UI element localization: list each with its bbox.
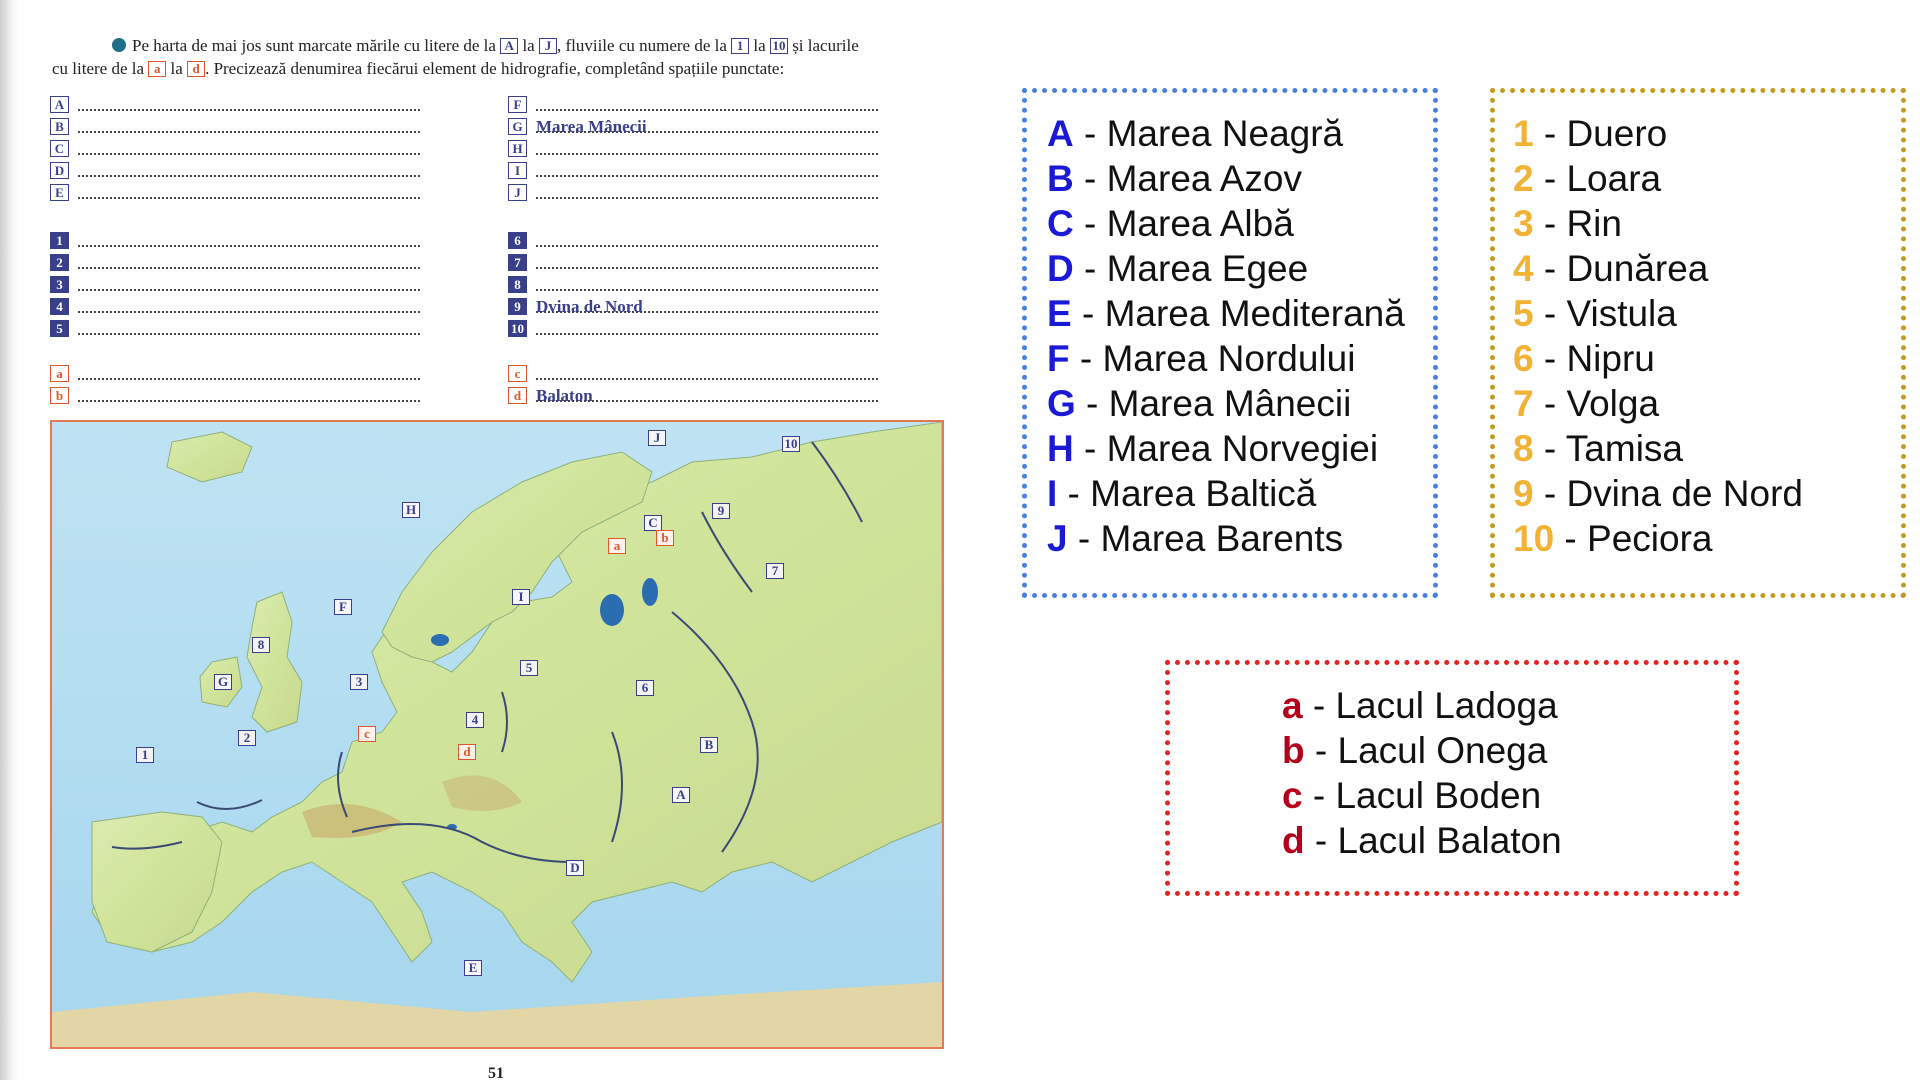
dotted-answer-line[interactable] — [536, 267, 878, 269]
answer-row — [50, 296, 420, 318]
legend-entry-seas — [1047, 201, 1433, 246]
legend-name: - Lacul Onega — [1304, 730, 1548, 771]
lakes-answers-left — [50, 363, 420, 407]
dotted-answer-line[interactable] — [536, 333, 878, 335]
legend-entry-seas — [1047, 426, 1433, 471]
map-label-rivers: 10 — [782, 436, 800, 452]
filled-answer: Dvina de Nord — [536, 297, 643, 316]
legend-key: b — [1282, 730, 1305, 771]
map-label-rivers: 1 — [136, 747, 154, 763]
answer-row — [508, 296, 878, 318]
lakes-answers-right — [508, 363, 878, 407]
map-label-rivers: 7 — [766, 563, 784, 579]
answer-row — [508, 252, 878, 274]
answer-row — [508, 160, 878, 182]
legend-name: - Marea Albă — [1073, 203, 1294, 244]
rivers-answers-right — [508, 230, 878, 340]
legend-name: - Marea Mediterană — [1071, 293, 1405, 334]
europe-map — [50, 420, 944, 1049]
answer-key-label: C — [50, 140, 69, 157]
seas-answers-right — [508, 94, 878, 204]
dotted-answer-line[interactable] — [78, 267, 420, 269]
map-label-seas: B — [700, 737, 718, 753]
dotted-answer-line[interactable] — [536, 153, 878, 155]
answer-row — [50, 363, 420, 385]
legend-key: I — [1047, 473, 1058, 514]
legend-key: 9 — [1513, 473, 1534, 514]
answer-key-label: 9 — [508, 298, 527, 315]
map-label-seas: F — [334, 599, 352, 615]
answer-key-label: 5 — [50, 320, 69, 337]
worksheet — [40, 0, 960, 1080]
legend-name: - Marea Baltică — [1057, 473, 1317, 514]
answer-key-label: b — [50, 387, 69, 404]
legend-name: - Marea Barents — [1067, 518, 1344, 559]
legend-key: 7 — [1513, 383, 1534, 424]
answer-row — [508, 94, 878, 116]
legend-name: - Dunărea — [1533, 248, 1709, 289]
instruction-text: Pe harta de mai jos sunt marcate mările cu litere de la A la J , fluviile cu numere de la 1 la 10 și lacurile cu litere de la a la d . Precizează denumirea fiecărui element de hidrografie, completând spațiile punctate: — [52, 36, 859, 78]
legend-key: 1 — [1513, 113, 1534, 154]
map-label-rivers: 2 — [238, 730, 256, 746]
dotted-answer-line[interactable] — [78, 153, 420, 155]
answer-key-label: d — [508, 387, 527, 404]
legend-entry-rivers — [1513, 201, 1901, 246]
legend-key: E — [1047, 293, 1072, 334]
answer-key-label: 4 — [50, 298, 69, 315]
answer-row — [50, 160, 420, 182]
answer-row — [50, 274, 420, 296]
legend-name: - Tamisa — [1533, 428, 1683, 469]
legend-entry-seas — [1047, 291, 1433, 336]
answer-row — [50, 138, 420, 160]
legend-name: - Rin — [1533, 203, 1622, 244]
legend-entry-seas — [1047, 336, 1433, 381]
dotted-answer-line[interactable] — [78, 131, 420, 133]
legend-entry-seas — [1047, 381, 1433, 426]
answer-row — [50, 230, 420, 252]
answer-row — [508, 385, 878, 407]
dotted-answer-line[interactable] — [78, 378, 420, 380]
map-label-rivers: 3 — [350, 674, 368, 690]
map-label-rivers: 6 — [636, 680, 654, 696]
dotted-answer-line[interactable] — [536, 197, 878, 199]
legend-entry-lakes — [1282, 728, 1734, 773]
legend-name: - Nipru — [1533, 338, 1655, 379]
lake-ladoga-shape — [600, 594, 624, 626]
answer-row — [50, 385, 420, 407]
page-number: 51 — [488, 1065, 504, 1082]
dotted-answer-line[interactable] — [536, 289, 878, 291]
legend-name: - Dvina de Nord — [1533, 473, 1803, 514]
legend-entry-lakes — [1282, 818, 1734, 863]
legend-entry-rivers — [1513, 471, 1901, 516]
answer-row — [508, 274, 878, 296]
legend-entry-rivers — [1513, 426, 1901, 471]
answer-key-label: E — [50, 184, 69, 201]
legend-key: J — [1047, 518, 1068, 559]
map-label-rivers: 5 — [520, 660, 538, 676]
legend-key: B — [1047, 158, 1074, 199]
legend-key: D — [1047, 248, 1074, 289]
answer-key-label: B — [50, 118, 69, 135]
answer-key-label: G — [508, 118, 527, 135]
map-label-seas: A — [672, 787, 690, 803]
lake-onega-shape — [642, 578, 658, 606]
legend-key: 10 — [1513, 518, 1555, 559]
answer-row — [50, 318, 420, 340]
map-label-lakes: a — [608, 538, 626, 554]
legend-name: - Marea Azov — [1073, 158, 1302, 199]
legend-name: - Lacul Ladoga — [1302, 685, 1558, 726]
answer-row — [50, 94, 420, 116]
legend-entry-rivers — [1513, 336, 1901, 381]
dotted-answer-line[interactable] — [78, 333, 420, 335]
answer-row — [50, 252, 420, 274]
legend-key: A — [1047, 113, 1074, 154]
answer-key-label: 2 — [50, 254, 69, 271]
legend-entry-seas — [1047, 516, 1433, 561]
legend-key: c — [1282, 775, 1303, 816]
bullet-icon — [112, 38, 126, 52]
dotted-answer-line[interactable] — [78, 197, 420, 199]
answer-row — [508, 318, 878, 340]
legend-name: - Volga — [1533, 383, 1660, 424]
legend-entry-seas — [1047, 246, 1433, 291]
legend-key: C — [1047, 203, 1074, 244]
legend-key: 6 — [1513, 338, 1534, 379]
legend-entry-rivers — [1513, 111, 1901, 156]
legend-name: - Marea Neagră — [1073, 113, 1344, 154]
dotted-answer-line[interactable] — [78, 311, 420, 313]
legend-entry-seas — [1047, 471, 1433, 516]
rivers-legend-box — [1490, 88, 1906, 598]
legend-key: 2 — [1513, 158, 1534, 199]
lakes-legend-box — [1165, 660, 1739, 896]
seas-answers-left — [50, 94, 420, 204]
dotted-answer-line[interactable] — [78, 245, 420, 247]
legend-key: d — [1282, 820, 1305, 861]
legend-key: 3 — [1513, 203, 1534, 244]
legend-entry-rivers — [1513, 381, 1901, 426]
dotted-answer-line[interactable] — [78, 109, 420, 111]
answer-row — [508, 363, 878, 385]
answer-row — [508, 138, 878, 160]
legend-key: 8 — [1513, 428, 1534, 469]
answer-key-label: 10 — [508, 320, 527, 337]
legend-entry-rivers — [1513, 246, 1901, 291]
answer-key-label: a — [50, 365, 69, 382]
legend-name: - Marea Egee — [1073, 248, 1309, 289]
map-label-seas: E — [464, 960, 482, 976]
legend-entry-lakes — [1282, 773, 1734, 818]
answer-row — [508, 230, 878, 252]
legend-entry-rivers — [1513, 156, 1901, 201]
dotted-answer-line[interactable] — [78, 175, 420, 177]
map-label-seas: J — [648, 430, 666, 446]
legend-name: - Vistula — [1533, 293, 1677, 334]
map-label-seas: H — [402, 502, 420, 518]
rivers-answers-left — [50, 230, 420, 340]
seas-legend-box — [1022, 88, 1438, 598]
answer-key-label: F — [508, 96, 527, 113]
dotted-answer-line[interactable] — [536, 175, 878, 177]
map-label-lakes: d — [458, 744, 476, 760]
answer-key-label: 7 — [508, 254, 527, 271]
legend-entry-rivers — [1513, 291, 1901, 336]
map-label-rivers: 9 — [712, 503, 730, 519]
legend-entry-seas — [1047, 156, 1433, 201]
answer-row — [508, 182, 878, 204]
legend-key: H — [1047, 428, 1074, 469]
map-label-seas: C — [644, 515, 662, 531]
answer-row — [50, 116, 420, 138]
answer-row — [50, 182, 420, 204]
map-label-seas: I — [512, 589, 530, 605]
legend-name: - Marea Mânecii — [1075, 383, 1352, 424]
legend-key: 4 — [1513, 248, 1534, 289]
dotted-answer-line[interactable] — [78, 289, 420, 291]
legend-key: a — [1282, 685, 1303, 726]
map-label-rivers: 8 — [252, 637, 270, 653]
dotted-answer-line[interactable] — [536, 109, 878, 111]
legend-name: - Marea Nordului — [1069, 338, 1356, 379]
legend-entry-lakes — [1282, 683, 1734, 728]
answer-row — [508, 116, 878, 138]
legend-name: - Lacul Balaton — [1304, 820, 1562, 861]
legend-name: - Marea Norvegiei — [1073, 428, 1379, 469]
legend-name: - Lacul Boden — [1302, 775, 1542, 816]
answer-key-label: 8 — [508, 276, 527, 293]
answer-key-label: 3 — [50, 276, 69, 293]
answer-key-label: c — [508, 365, 527, 382]
map-label-lakes: b — [656, 530, 674, 546]
answer-key-label: H — [508, 140, 527, 157]
map-label-seas: G — [214, 674, 232, 690]
dotted-answer-line[interactable] — [78, 400, 420, 402]
filled-answer: Balaton — [536, 386, 593, 405]
legend-key: G — [1047, 383, 1076, 424]
legend-entry-seas — [1047, 111, 1433, 156]
dotted-answer-line[interactable] — [536, 378, 878, 380]
answer-key-label: 6 — [508, 232, 527, 249]
answer-key-label: D — [50, 162, 69, 179]
filled-answer: Marea Mânecii — [536, 117, 647, 136]
dotted-answer-line[interactable] — [536, 245, 878, 247]
answer-key-label: I — [508, 162, 527, 179]
lake-vanern-shape — [431, 634, 449, 646]
map-label-lakes: c — [358, 726, 376, 742]
map-label-seas: D — [566, 860, 584, 876]
legend-name: - Loara — [1533, 158, 1662, 199]
legend-name: - Duero — [1533, 113, 1668, 154]
answer-key-label: A — [50, 96, 69, 113]
map-label-rivers: 4 — [466, 712, 484, 728]
legend-name: - Peciora — [1554, 518, 1713, 559]
map-drawing — [52, 422, 942, 1047]
legend-entry-rivers — [1513, 516, 1901, 561]
page-shadow — [0, 0, 18, 1080]
answer-key-label: 1 — [50, 232, 69, 249]
legend-key: 5 — [1513, 293, 1534, 334]
answer-key-label: J — [508, 184, 527, 201]
legend-key: F — [1047, 338, 1070, 379]
